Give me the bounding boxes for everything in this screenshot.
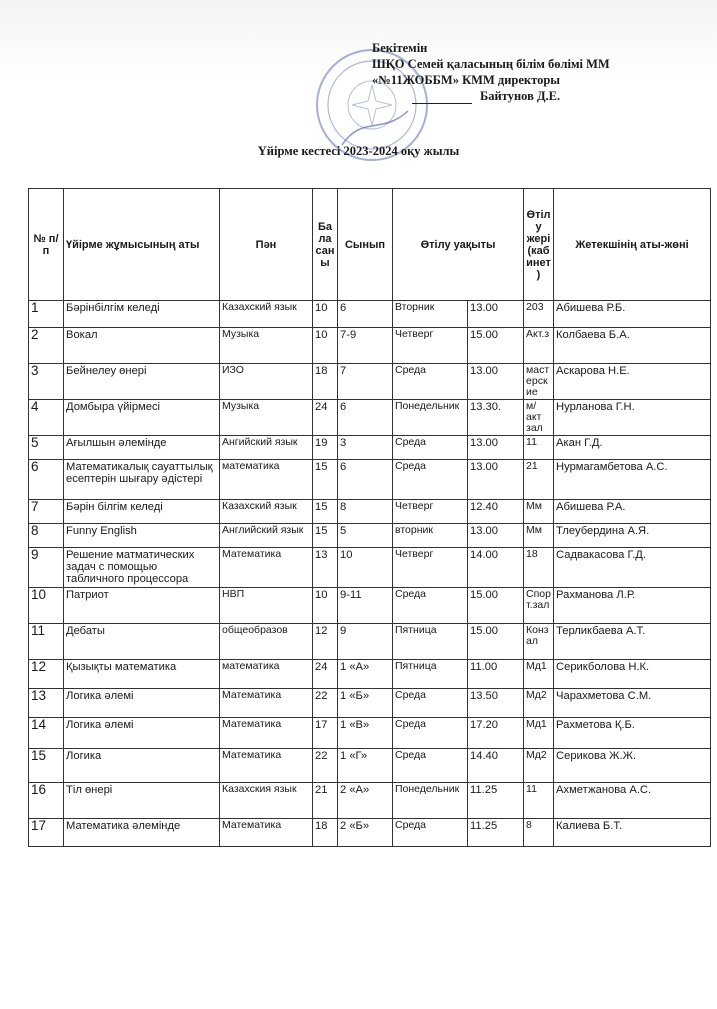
cell-name: Тіл өнері	[64, 783, 220, 819]
table-row	[29, 548, 711, 588]
approve-label: Бекітемін	[372, 41, 428, 55]
cell-day: Среда	[393, 364, 468, 400]
cell-grade: 1 «В»	[338, 718, 393, 749]
header-place: Өтілу жері (кабинет)	[524, 189, 554, 301]
cell-grade: 2 «А»	[338, 783, 393, 819]
header-children: Бала саны	[313, 189, 338, 301]
cell-place: 11	[524, 783, 554, 819]
cell-num: 3	[29, 364, 64, 400]
cell-children: 22	[313, 689, 338, 718]
cell-place: 21	[524, 460, 554, 500]
cell-grade: 1 «А»	[338, 660, 393, 689]
cell-time: 17.20	[468, 718, 524, 749]
cell-day: вторник	[393, 524, 468, 548]
cell-place: Мд2	[524, 689, 554, 718]
cell-children: 12	[313, 624, 338, 660]
cell-place: мастерские	[524, 364, 554, 400]
cell-children: 18	[313, 819, 338, 847]
cell-day: Четверг	[393, 328, 468, 364]
cell-time: 11.25	[468, 819, 524, 847]
header-time: Өтілу уақыты	[393, 189, 524, 301]
cell-subject: Казахский язык	[220, 500, 313, 524]
cell-place: Мм	[524, 524, 554, 548]
table-row	[29, 783, 711, 819]
table-row	[29, 301, 711, 328]
cell-grade: 2 «Б»	[338, 819, 393, 847]
cell-num: 16	[29, 783, 64, 819]
cell-day: Понедельник	[393, 783, 468, 819]
cell-place: 203	[524, 301, 554, 328]
cell-children: 10	[313, 588, 338, 624]
cell-leader: Садвакасова Г.Д.	[554, 548, 711, 588]
cell-grade: 9	[338, 624, 393, 660]
cell-leader: Колбаева Б.А.	[554, 328, 711, 364]
table-row	[29, 364, 711, 400]
table-row	[29, 660, 711, 689]
cell-place: Спорт.зал	[524, 588, 554, 624]
cell-leader: Калиева Б.Т.	[554, 819, 711, 847]
cell-day: Среда	[393, 749, 468, 783]
cell-day: Вторник	[393, 301, 468, 328]
cell-grade: 6	[338, 301, 393, 328]
cell-place: Конзал	[524, 624, 554, 660]
cell-leader: Серикова Ж.Ж.	[554, 749, 711, 783]
table-row	[29, 500, 711, 524]
cell-day: Среда	[393, 718, 468, 749]
cell-subject: Ангийский язык	[220, 436, 313, 460]
table-row	[29, 588, 711, 624]
table-row	[29, 749, 711, 783]
cell-subject: Математика	[220, 689, 313, 718]
cell-leader: Акан Г.Д.	[554, 436, 711, 460]
cell-children: 24	[313, 400, 338, 436]
cell-name: Бәрін білгім келеді	[64, 500, 220, 524]
header-num: № п/п	[29, 189, 64, 301]
cell-time: 13.00	[468, 460, 524, 500]
cell-name: Математикалық сауаттылық есептерін шығару әдістері	[64, 460, 220, 500]
cell-num: 6	[29, 460, 64, 500]
cell-grade: 7-9	[338, 328, 393, 364]
cell-num: 15	[29, 749, 64, 783]
cell-leader: Абишева Р.Б.	[554, 301, 711, 328]
cell-name: Домбыра үйірмесі	[64, 400, 220, 436]
cell-name: Қызықты математика	[64, 660, 220, 689]
document-title: Үйірме кестесі 2023-2024 оқу жылы	[257, 144, 460, 158]
cell-day: Пятница	[393, 660, 468, 689]
cell-num: 14	[29, 718, 64, 749]
table-row	[29, 436, 711, 460]
cell-children: 24	[313, 660, 338, 689]
cell-num: 11	[29, 624, 64, 660]
cell-subject: Английский язык	[220, 524, 313, 548]
cell-grade: 1 «Г»	[338, 749, 393, 783]
cell-leader: Рахманова Л.Р.	[554, 588, 711, 624]
cell-num: 8	[29, 524, 64, 548]
cell-day: Среда	[393, 588, 468, 624]
cell-time: 13.30.	[468, 400, 524, 436]
cell-num: 4	[29, 400, 64, 436]
cell-time: 14.00	[468, 548, 524, 588]
cell-time: 11.00	[468, 660, 524, 689]
cell-time: 11.25	[468, 783, 524, 819]
cell-num: 17	[29, 819, 64, 847]
cell-name: Дебаты	[64, 624, 220, 660]
table-row	[29, 689, 711, 718]
cell-day: Среда	[393, 460, 468, 500]
cell-children: 18	[313, 364, 338, 400]
cell-children: 15	[313, 524, 338, 548]
cell-name: Бәрінбілгім келеді	[64, 301, 220, 328]
cell-name: Ағылшын әлемінде	[64, 436, 220, 460]
cell-num: 7	[29, 500, 64, 524]
schedule-table	[28, 188, 711, 847]
cell-name: Логика	[64, 749, 220, 783]
school-director-line: «№11ЖОББМ» КММ директоры	[372, 73, 561, 87]
cell-time: 13.00	[468, 436, 524, 460]
cell-subject: НВП	[220, 588, 313, 624]
cell-name: Бейнелеу өнері	[64, 364, 220, 400]
cell-subject: Математика	[220, 718, 313, 749]
signature-line	[372, 88, 702, 104]
cell-time: 13.00	[468, 364, 524, 400]
cell-children: 15	[313, 500, 338, 524]
table-row	[29, 819, 711, 847]
cell-time: 13.00	[468, 524, 524, 548]
cell-subject: Музыка	[220, 400, 313, 436]
cell-leader: Терликбаева А.Т.	[554, 624, 711, 660]
cell-grade: 6	[338, 400, 393, 436]
cell-time: 13.00	[468, 301, 524, 328]
cell-children: 10	[313, 301, 338, 328]
cell-leader: Нурмагамбетова А.С.	[554, 460, 711, 500]
cell-subject: математика	[220, 460, 313, 500]
signature-blank	[412, 93, 472, 104]
cell-place: Мд2	[524, 749, 554, 783]
cell-time: 15.00	[468, 328, 524, 364]
cell-name: Математика әлемінде	[64, 819, 220, 847]
cell-day: Четверг	[393, 500, 468, 524]
cell-leader: Рахметова Қ.Б.	[554, 718, 711, 749]
cell-children: 13	[313, 548, 338, 588]
table-row	[29, 400, 711, 436]
cell-time: 14.40	[468, 749, 524, 783]
cell-subject: общеобразов	[220, 624, 313, 660]
table-row	[29, 718, 711, 749]
table-row	[29, 524, 711, 548]
cell-day: Понедельник	[393, 400, 468, 436]
cell-children: 19	[313, 436, 338, 460]
cell-children: 17	[313, 718, 338, 749]
cell-time: 15.00	[468, 588, 524, 624]
table-row	[29, 328, 711, 364]
cell-name: Решение матматических задач с помощью табличного процессора	[64, 548, 220, 588]
cell-num: 12	[29, 660, 64, 689]
cell-time: 12.40	[468, 500, 524, 524]
cell-name: Funny English	[64, 524, 220, 548]
cell-leader: Абишева Р.А.	[554, 500, 711, 524]
cell-place: Мд1	[524, 718, 554, 749]
cell-grade: 5	[338, 524, 393, 548]
cell-leader: Ахметжанова А.С.	[554, 783, 711, 819]
table-body	[29, 301, 711, 847]
cell-place: Акт.з	[524, 328, 554, 364]
director-name: Байтунов Д.Е.	[480, 89, 561, 103]
cell-subject: Музыка	[220, 328, 313, 364]
cell-subject: Казахския язык	[220, 783, 313, 819]
cell-num: 2	[29, 328, 64, 364]
cell-num: 13	[29, 689, 64, 718]
cell-num: 1	[29, 301, 64, 328]
cell-num: 5	[29, 436, 64, 460]
cell-children: 10	[313, 328, 338, 364]
cell-grade: 3	[338, 436, 393, 460]
cell-grade: 7	[338, 364, 393, 400]
cell-subject: Математика	[220, 819, 313, 847]
cell-children: 15	[313, 460, 338, 500]
cell-subject: математика	[220, 660, 313, 689]
cell-time: 15.00	[468, 624, 524, 660]
cell-place: Мд1	[524, 660, 554, 689]
cell-time: 13.50	[468, 689, 524, 718]
cell-name: Патриот	[64, 588, 220, 624]
cell-place: 18	[524, 548, 554, 588]
cell-name: Вокал	[64, 328, 220, 364]
cell-leader: Серикболова Н.К.	[554, 660, 711, 689]
cell-day: Пятница	[393, 624, 468, 660]
cell-day: Четверг	[393, 548, 468, 588]
cell-children: 21	[313, 783, 338, 819]
table-row	[29, 624, 711, 660]
cell-subject: Математика	[220, 749, 313, 783]
cell-day: Среда	[393, 689, 468, 718]
header-leader: Жетекшінің аты-жөні	[554, 189, 711, 301]
table-row	[29, 460, 711, 500]
cell-grade: 8	[338, 500, 393, 524]
cell-place: 11	[524, 436, 554, 460]
cell-grade: 6	[338, 460, 393, 500]
cell-grade: 9-11	[338, 588, 393, 624]
cell-name: Логика әлемі	[64, 689, 220, 718]
cell-leader: Тлеубердина А.Я.	[554, 524, 711, 548]
cell-subject: ИЗО	[220, 364, 313, 400]
cell-name: Логика әлемі	[64, 718, 220, 749]
cell-children: 22	[313, 749, 338, 783]
cell-leader: Чарахметова С.М.	[554, 689, 711, 718]
cell-num: 10	[29, 588, 64, 624]
table-header-row	[29, 189, 711, 301]
org-line: ШҚО Семей қаласының білім бөлімі ММ	[372, 57, 610, 71]
cell-grade: 10	[338, 548, 393, 588]
header-grade: Сынып	[338, 189, 393, 301]
cell-day: Среда	[393, 819, 468, 847]
cell-leader: Нурланова Г.Н.	[554, 400, 711, 436]
cell-subject: Казахский язык	[220, 301, 313, 328]
cell-num: 9	[29, 548, 64, 588]
header-name: Үйірме жұмысының аты	[64, 189, 220, 301]
header-subject: Пән	[220, 189, 313, 301]
cell-grade: 1 «Б»	[338, 689, 393, 718]
cell-place: Мм	[524, 500, 554, 524]
cell-subject: Математика	[220, 548, 313, 588]
cell-day: Среда	[393, 436, 468, 460]
cell-place: 8	[524, 819, 554, 847]
cell-leader: Аскарова Н.Е.	[554, 364, 711, 400]
cell-place: м/акт зал	[524, 400, 554, 436]
approval-block	[372, 40, 702, 104]
